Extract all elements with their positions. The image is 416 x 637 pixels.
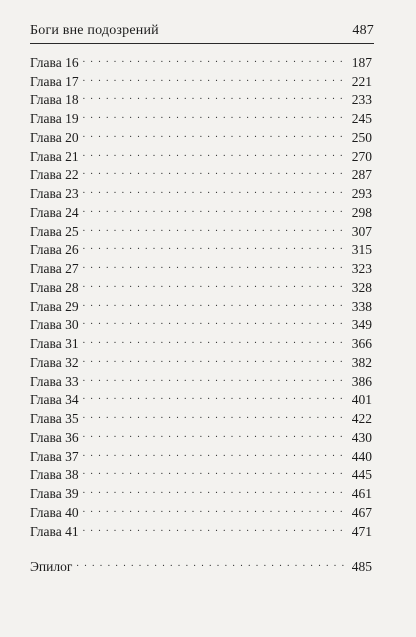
- toc-entry-label: Эпилог: [30, 558, 73, 574]
- dot-leader: [83, 498, 348, 517]
- toc-entry-page: 323: [351, 261, 372, 276]
- toc-entry-page: 270: [351, 148, 372, 164]
- dot-leader: [83, 198, 348, 217]
- toc-entry-label: Глава 20: [30, 129, 79, 145]
- dot-leader: [83, 461, 348, 480]
- dot-leader: [83, 479, 348, 498]
- toc-entry-label: Глава 32: [30, 354, 79, 370]
- dot-leader: [83, 273, 348, 292]
- dot-leader: [83, 386, 348, 405]
- page-number: 487: [352, 23, 374, 38]
- toc-entry-page: 485: [351, 558, 372, 574]
- toc-entry-page: 315: [351, 242, 372, 258]
- toc-entry-label: Глава 24: [30, 204, 79, 220]
- dot-leader: [83, 442, 348, 461]
- toc-entry-page: 328: [351, 279, 372, 295]
- dot-leader: [83, 404, 348, 423]
- toc-entry: [30, 48, 372, 70]
- toc-entry-page: 187: [351, 54, 372, 70]
- toc-entry-page: 401: [351, 392, 372, 408]
- toc-entry-label: Глава 38: [30, 467, 79, 483]
- toc-entry-label: Глава 29: [30, 298, 79, 314]
- toc-entry-label: Глава 37: [30, 448, 79, 464]
- dot-leader: [83, 348, 348, 367]
- toc-entry-label: Глава 30: [30, 317, 79, 333]
- toc-entry-label: Глава 23: [30, 186, 79, 201]
- dot-leader: [83, 86, 348, 105]
- toc-entry-page: 245: [351, 111, 372, 126]
- toc-entry-label: Глава 39: [30, 486, 79, 501]
- dot-leader: [83, 311, 348, 330]
- toc-entry-label: Глава 19: [30, 111, 79, 126]
- dot-leader: [76, 552, 347, 571]
- toc-entry-page: 233: [351, 92, 372, 108]
- toc-entry-page: 461: [351, 486, 372, 501]
- toc-entry-page: 298: [351, 204, 372, 220]
- toc-entry-label: Глава 31: [30, 336, 79, 351]
- toc-entry-label: Глава 41: [30, 523, 79, 539]
- toc-entry-page: 338: [351, 298, 372, 314]
- dot-leader: [83, 67, 348, 86]
- dot-leader: [83, 123, 348, 142]
- toc-entry-label: Глава 40: [30, 504, 79, 520]
- toc-entry-label: Глава 18: [30, 92, 79, 108]
- book-title: Боги вне подозрений: [30, 23, 159, 38]
- toc-entry-page: 386: [351, 373, 372, 389]
- toc-entry-page: 307: [351, 223, 372, 239]
- toc-entry-page: 382: [351, 354, 372, 370]
- dot-leader: [83, 48, 348, 67]
- toc-entry-page: 445: [351, 467, 372, 483]
- toc-entry-label: Глава 35: [30, 411, 79, 426]
- toc-entry-label: Глава 16: [30, 54, 79, 70]
- toc-entry-label: Глава 22: [30, 167, 79, 183]
- toc-entry-page: 287: [351, 167, 372, 183]
- table-of-contents: [30, 48, 372, 539]
- dot-leader: [83, 254, 348, 273]
- toc-entry-page: 471: [351, 523, 372, 539]
- toc-entry-label: Глава 28: [30, 279, 79, 295]
- toc-entry-label: Глава 17: [30, 73, 79, 89]
- running-head: [30, 14, 374, 44]
- toc-entry-page: 366: [351, 336, 372, 351]
- dot-leader: [83, 236, 348, 255]
- toc-entry-page: 422: [351, 411, 372, 426]
- dot-leader: [83, 142, 348, 161]
- toc-entry-label: Глава 25: [30, 223, 79, 239]
- toc-entry-label: Глава 26: [30, 242, 79, 258]
- dot-leader: [83, 104, 348, 123]
- toc-entry-label: Глава 33: [30, 373, 79, 389]
- dot-leader: [83, 161, 348, 180]
- dot-leader: [83, 179, 348, 198]
- toc-entry-page: 430: [351, 429, 372, 445]
- toc-entry-page: 440: [351, 448, 372, 464]
- toc-entry-page: 250: [351, 129, 372, 145]
- toc-entry-page: 293: [351, 186, 372, 201]
- toc-entry-label: Глава 36: [30, 429, 79, 445]
- dot-leader: [83, 292, 348, 311]
- dot-leader: [83, 367, 348, 386]
- toc-entry-page: 467: [351, 504, 372, 520]
- toc-entry-label: Глава 21: [30, 148, 79, 164]
- dot-leader: [83, 517, 348, 536]
- toc-entry-label: Глава 34: [30, 392, 79, 408]
- dot-leader: [83, 423, 348, 442]
- toc-entry-page: 221: [351, 73, 372, 89]
- toc-entry-epilogue: [30, 552, 372, 574]
- dot-leader: [83, 217, 348, 236]
- toc-entry-page: 349: [351, 317, 372, 333]
- dot-leader: [83, 329, 348, 348]
- toc-entry-label: Глава 27: [30, 261, 79, 276]
